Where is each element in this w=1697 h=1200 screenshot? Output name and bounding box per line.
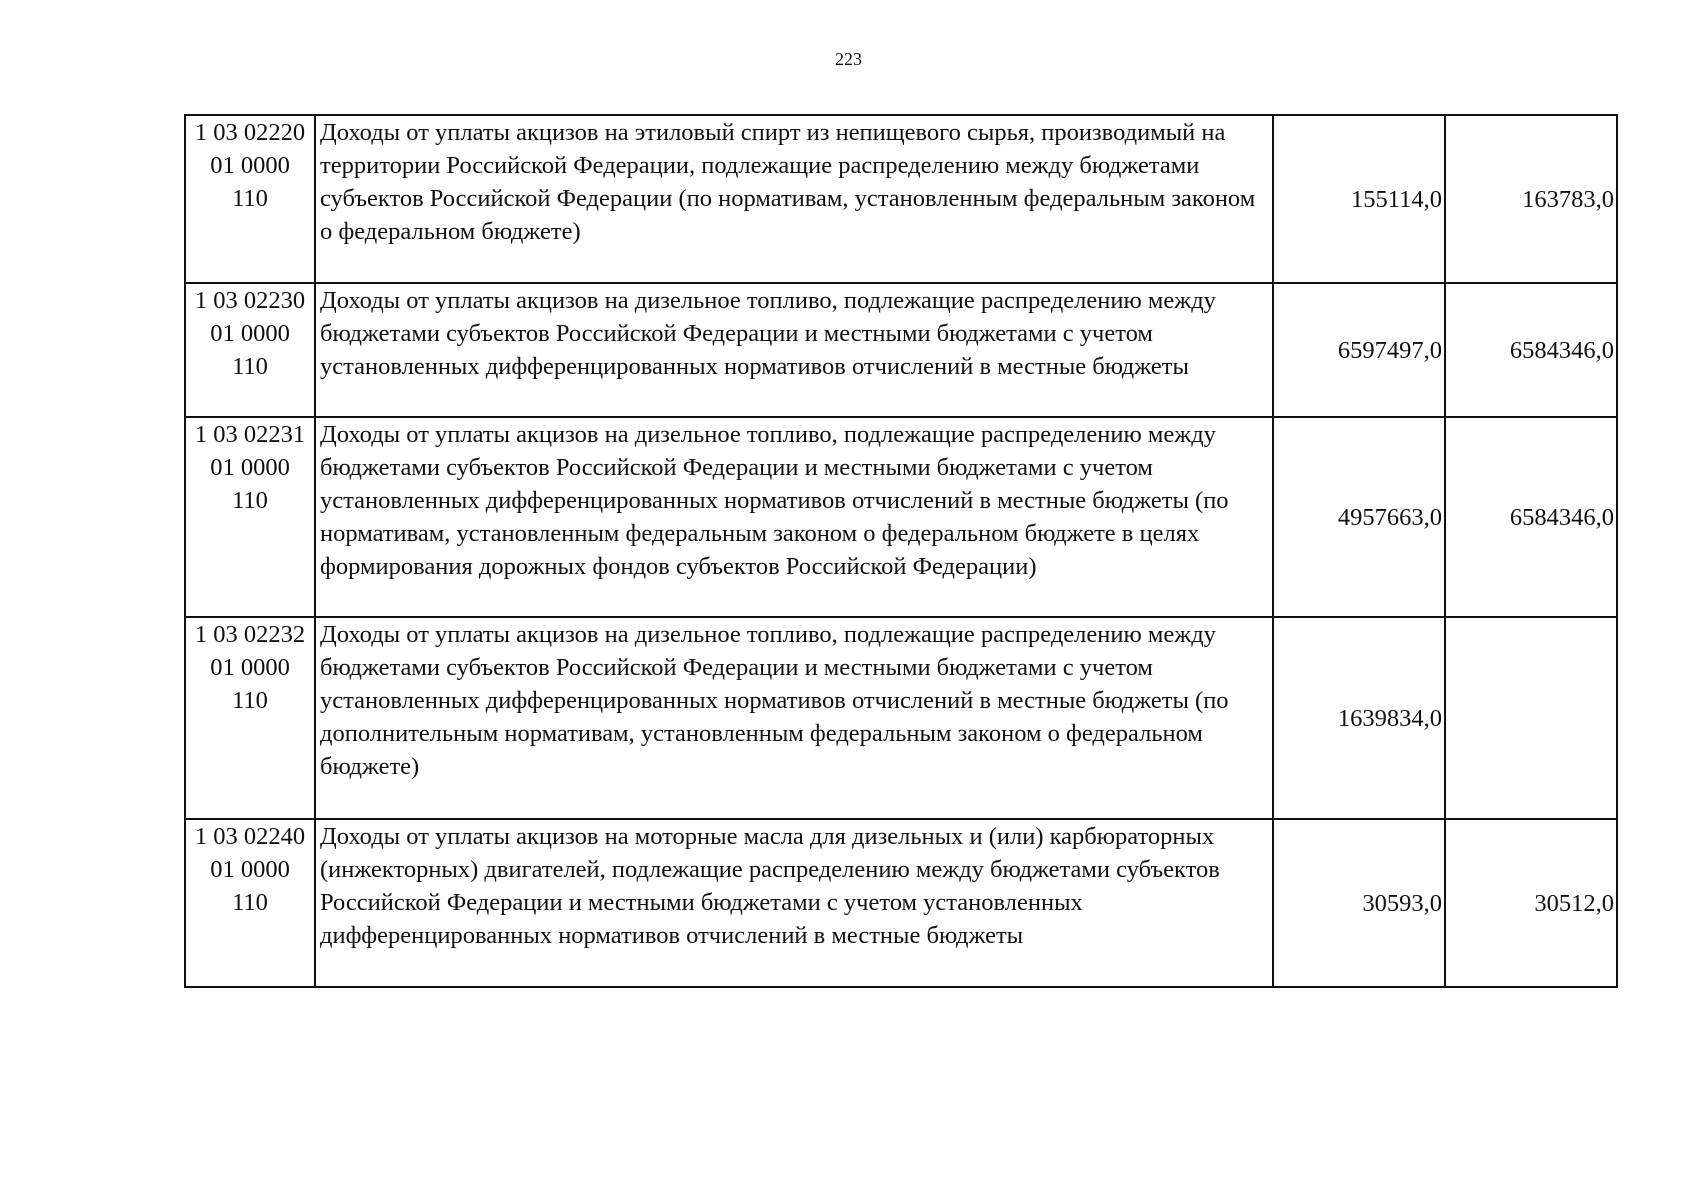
amount-year2-cell: 6584346,0 bbox=[1445, 417, 1617, 617]
budget-code-cell: 1 03 02230 01 0000 110 bbox=[185, 283, 315, 417]
revenue-table bbox=[184, 114, 1618, 988]
page-number: 223 bbox=[835, 49, 862, 69]
amount-year2-cell bbox=[1445, 617, 1617, 819]
revenue-name-cell: Доходы от уплаты акцизов на дизельное топливо, подлежащие распределению между бюджетами субъектов Российской Федерации и местными бюджетами с учетом установленных дифференцированных нормативов отчислений в местные бюджеты (по дополнительным нормативам, установленным федеральным законом о федеральном бюджете) bbox=[315, 617, 1273, 819]
table-row bbox=[185, 417, 1617, 617]
budget-code-cell: 1 03 02220 01 0000 110 bbox=[185, 115, 315, 283]
table-row bbox=[185, 115, 1617, 283]
amount-year1-cell: 1639834,0 bbox=[1273, 617, 1445, 819]
amount-year2-cell: 6584346,0 bbox=[1445, 283, 1617, 417]
table-row bbox=[185, 283, 1617, 417]
budget-code-cell: 1 03 02232 01 0000 110 bbox=[185, 617, 315, 819]
table-row bbox=[185, 617, 1617, 819]
amount-year1-cell: 6597497,0 bbox=[1273, 283, 1445, 417]
revenue-name-cell: Доходы от уплаты акцизов на этиловый спирт из непищевого сырья, производимый на территории Российской Федерации, подлежащие распределению между бюджетами субъектов Российской Федерации (по нормативам, установленным федеральным законом о федеральном бюджете) bbox=[315, 115, 1273, 283]
budget-code-cell: 1 03 02240 01 0000 110 bbox=[185, 819, 315, 987]
amount-year1-cell: 30593,0 bbox=[1273, 819, 1445, 987]
amount-year2-cell: 30512,0 bbox=[1445, 819, 1617, 987]
budget-code-cell: 1 03 02231 01 0000 110 bbox=[185, 417, 315, 617]
revenue-name-cell: Доходы от уплаты акцизов на моторные масла для дизельных и (или) карбюраторных (инжекторных) двигателей, подлежащие распределению между бюджетами субъектов Российской Федерации и местными бюджетами с учетом установленных дифференцированных нормативов отчислений в местные бюджеты bbox=[315, 819, 1273, 987]
amount-year1-cell: 155114,0 bbox=[1273, 115, 1445, 283]
revenue-name-cell: Доходы от уплаты акцизов на дизельное топливо, подлежащие распределению между бюджетами субъектов Российской Федерации и местными бюджетами с учетом установленных дифференцированных нормативов отчислений в местные бюджеты (по нормативам, установленным федеральным законом о федеральном бюджете в целях формирования дорожных фондов субъектов Российской Федерации) bbox=[315, 417, 1273, 617]
table-row bbox=[185, 819, 1617, 987]
amount-year2-cell: 163783,0 bbox=[1445, 115, 1617, 283]
amount-year1-cell: 4957663,0 bbox=[1273, 417, 1445, 617]
revenue-name-cell: Доходы от уплаты акцизов на дизельное топливо, подлежащие распределению между бюджетами субъектов Российской Федерации и местными бюджетами с учетом установленных дифференцированных нормативов отчислений в местные бюджеты bbox=[315, 283, 1273, 417]
